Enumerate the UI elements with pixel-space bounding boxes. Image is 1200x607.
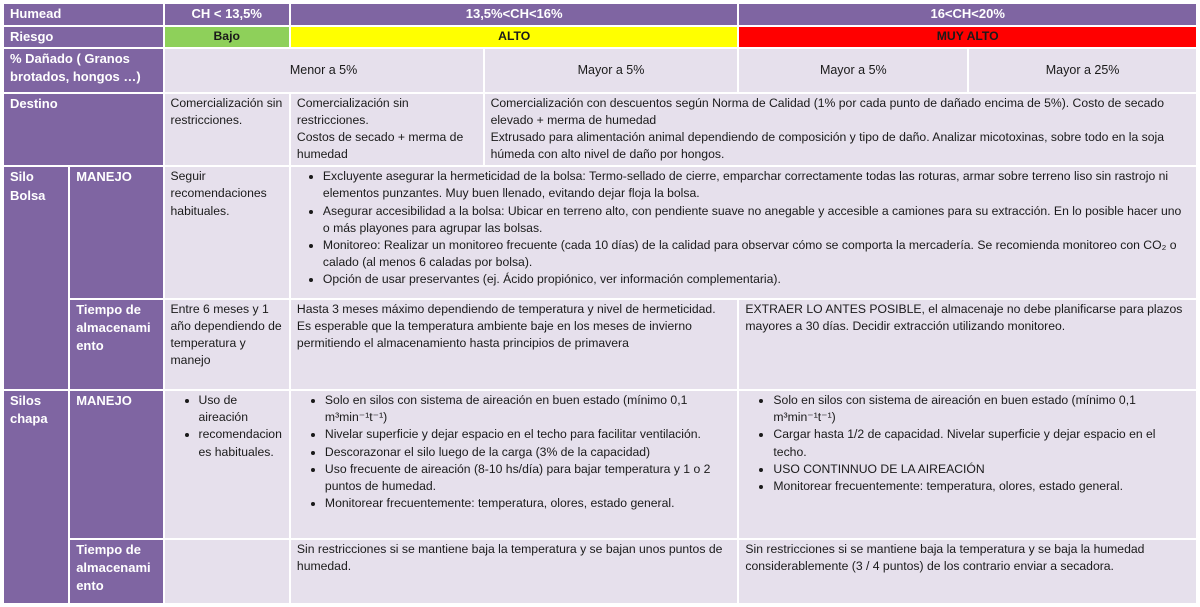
list-item: • recomendaciones habituales. xyxy=(199,426,283,460)
storage-recommendations-table xyxy=(2,2,1198,605)
silos-chapa-manejo-bajo-list xyxy=(171,392,283,460)
silos-chapa-tiempo-bajo xyxy=(165,540,289,603)
silos-chapa-manejo-muy-alto-cell xyxy=(739,391,1196,538)
list-item: • Monitorear frecuentemente: temperatura, olores, estado general. xyxy=(325,495,731,512)
destino-alto-text-1: Comercialización sin restricciones. xyxy=(296,95,409,127)
destino-alto-muy-alto-cell xyxy=(485,94,1196,166)
silos-chapa-tiempo-alto: Sin restricciones si se mantiene baja la temperatura y se bajan unos puntos de humedad. xyxy=(291,540,737,603)
list-item: • Uso frecuente de aireación (8-10 hs/día) para bajar temperatura y 1 o 2 puntos de humedad. xyxy=(325,461,731,495)
silo-bolsa-tiempo-alto: Hasta 3 meses máximo dependiendo de temperatura y nivel de hermeticidad. Es esperable que la temperatura ambiente baje en los meses de invierno permitiendo el almacenamiento hasta principios de primavera xyxy=(291,300,737,390)
list-item: • Opción de usar preservantes (ej. Ácido propiónico, ver información complementaria). xyxy=(323,271,1190,288)
silo-bolsa-manejo-label: MANEJO xyxy=(70,167,162,297)
silo-bolsa-manejo-row xyxy=(4,167,1196,297)
silo-bolsa-tiempo-row xyxy=(4,300,1196,390)
silos-chapa-manejo-bajo-cell xyxy=(165,391,289,538)
list-item: • Nivelar superficie y dejar espacio en el techo para facilitar ventilación. xyxy=(325,426,731,443)
list-item: • Solo en silos con sistema de aireación en buen estado (mínimo 0,1 m³min⁻¹t⁻¹) xyxy=(325,392,731,426)
silos-chapa-manejo-muy-alto-list xyxy=(745,392,1190,494)
silo-bolsa-manejo-bajo: Seguir recomendaciones habituales. xyxy=(165,167,289,297)
destino-label: Destino xyxy=(4,94,163,166)
danado-value-2: Mayor a 5% xyxy=(485,49,738,92)
silo-bolsa-tiempo-muy-alto: EXTRAER LO ANTES POSIBLE, el almacenaje no debe planificarse para plazos mayores a 30 días. Decidir extracción utilizando monitoreo. xyxy=(739,300,1196,390)
destino-extrusado-text: Extrusado para alimentación animal dependiendo de composición y tipo de daño. Analizar micotoxinas, sobre todo en la soja húmeda con alto nivel de daño por hongos. xyxy=(490,130,1164,162)
humedad-range-mid: 13,5%<CH<16% xyxy=(291,4,737,25)
riesgo-label: Riesgo xyxy=(4,27,163,48)
destino-descuentos-text: Comercialización con descuentos según Norma de Calidad (1% por cada punto de dañado encima de 5%). Costo de secado elevado + merma de humedad xyxy=(490,95,1164,127)
list-item: • Monitorear frecuentemente: temperatura, olores, estado general. xyxy=(773,478,1190,495)
silo-bolsa-tiempo-label: Tiempo de almacenamiento xyxy=(70,300,162,390)
humedad-range-low: CH < 13,5% xyxy=(165,4,289,25)
silos-chapa-manejo-label: MANEJO xyxy=(70,391,162,538)
list-item: • Uso de aireación xyxy=(199,392,283,426)
danado-value-1: Menor a 5% xyxy=(165,49,483,92)
destino-row xyxy=(4,94,1196,166)
humedad-row xyxy=(4,4,1196,25)
riesgo-bajo-badge: Bajo xyxy=(165,27,289,48)
silos-chapa-tiempo-muy-alto: Sin restricciones si se mantiene baja la temperatura y se baja la humedad considerablemente (3 / 4 puntos) de los contrario enviar a secadora. xyxy=(739,540,1196,603)
list-item: • USO CONTINNUO DE LA AIREACIÓN xyxy=(773,461,1190,478)
silos-chapa-tiempo-label: Tiempo de almacenamiento xyxy=(70,540,162,603)
silos-chapa-label: Silos chapa xyxy=(4,391,68,603)
danado-value-3: Mayor a 5% xyxy=(739,49,967,92)
silo-bolsa-manejo-cell xyxy=(291,167,1196,297)
humedad-range-high: 16<CH<20% xyxy=(739,4,1196,25)
list-item: • Descorazonar el silo luego de la carga (3% de la capacidad) xyxy=(325,444,731,461)
riesgo-alto-badge: ALTO xyxy=(291,27,737,48)
list-item: • Asegurar accesibilidad a la bolsa: Ubicar en terreno alto, con pendiente suave no anegable y accesible a camiones para su extracción. En lo posible hacer uno o más playones para agrupar las bolsas. xyxy=(323,203,1190,237)
riesgo-row xyxy=(4,27,1196,48)
destino-alto-cell xyxy=(291,94,483,166)
riesgo-muy-alto-badge: MUY ALTO xyxy=(739,27,1196,48)
list-item: • Monitoreo: Realizar un monitoreo frecuente (cada 10 días) de la calidad para observar cómo se comporta la mercadería. Se recomienda monitoreo con CO₂ o calado (al menos 6 caladas por bolsa). xyxy=(323,237,1190,271)
silos-chapa-manejo-row xyxy=(4,391,1196,538)
silos-chapa-manejo-alto-cell xyxy=(291,391,737,538)
danado-row xyxy=(4,49,1196,92)
destino-alto-text-2: Costos de secado + merma de humedad xyxy=(296,130,464,162)
humedad-label: Humead xyxy=(4,4,163,25)
silos-chapa-tiempo-row xyxy=(4,540,1196,603)
danado-value-4: Mayor a 25% xyxy=(969,49,1196,92)
list-item: • Solo en silos con sistema de aireación en buen estado (mínimo 0,1 m³min⁻¹t⁻¹) xyxy=(773,392,1190,426)
destino-bajo: Comercialización sin restricciones. xyxy=(165,94,289,166)
silo-bolsa-label: Silo Bolsa xyxy=(4,167,68,389)
list-item: • Excluyente asegurar la hermeticidad de la bolsa: Termo-sellado de cierre, emparchar correctamente todas las roturas, armar sobre terreno liso sin rastrojo ni elementos punzantes. Muy buen llenado, evitando dejar floja la bolsa. xyxy=(323,168,1190,202)
silos-chapa-manejo-alto-list xyxy=(297,392,731,512)
silo-bolsa-manejo-list xyxy=(297,168,1190,288)
danado-label: % Dañado ( Granos brotados, hongos …) xyxy=(4,49,163,92)
list-item: • Cargar hasta 1/2 de capacidad. Nivelar superficie y dejar espacio en el techo. xyxy=(773,426,1190,460)
silo-bolsa-tiempo-bajo: Entre 6 meses y 1 año dependiendo de temperatura y manejo xyxy=(165,300,289,390)
